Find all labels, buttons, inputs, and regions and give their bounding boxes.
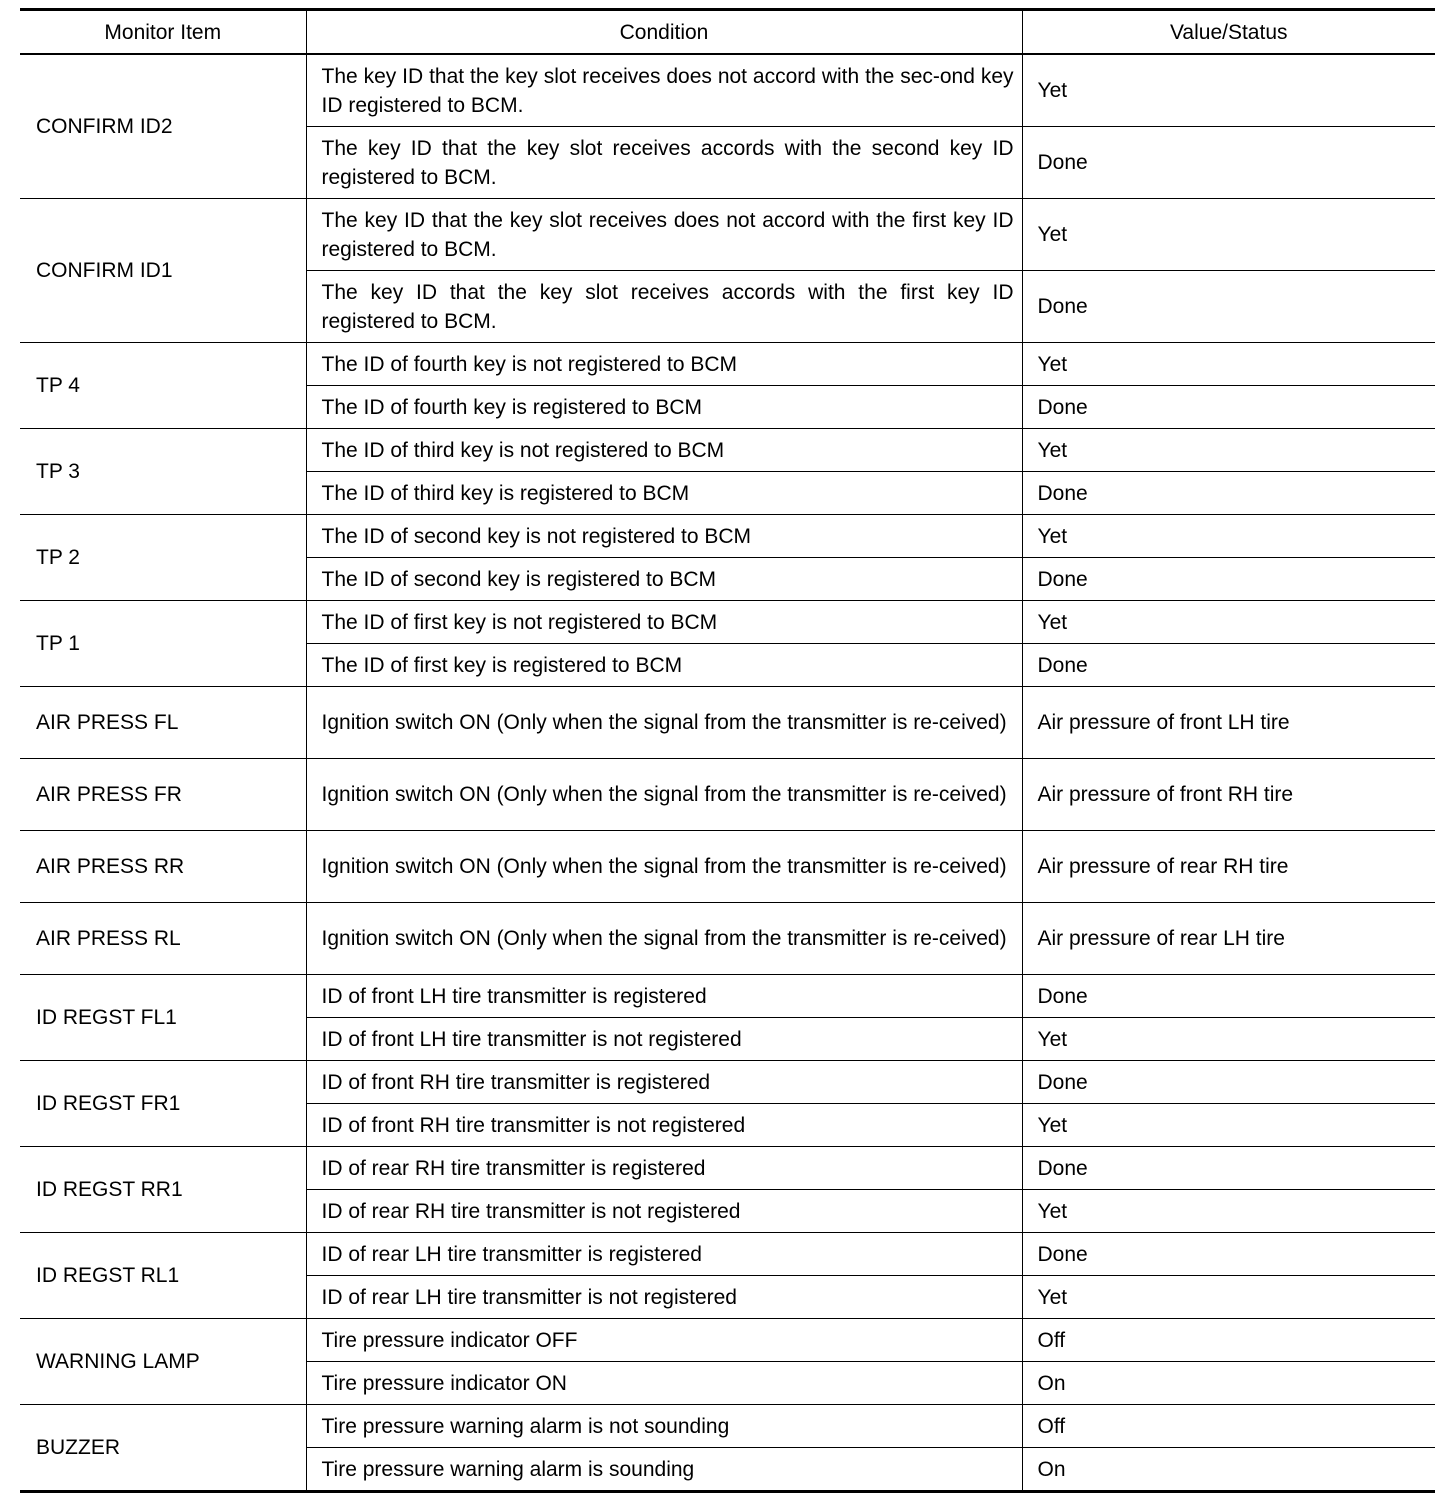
value-status-cell: Done <box>1022 644 1435 687</box>
value-status-cell: Air pressure of front LH tire <box>1022 687 1435 759</box>
table-body <box>20 54 1435 1492</box>
condition-cell: The ID of fourth key is registered to BCM <box>306 386 1022 429</box>
condition-cell: The key ID that the key slot receives accords with the second key ID registered to BCM. <box>306 127 1022 199</box>
condition-cell: Tire pressure warning alarm is not sounding <box>306 1405 1022 1448</box>
condition-cell: ID of front LH tire transmitter is registered <box>306 975 1022 1018</box>
value-status-cell: Done <box>1022 1233 1435 1276</box>
value-status-cell: On <box>1022 1448 1435 1492</box>
value-status-cell: Air pressure of rear LH tire <box>1022 903 1435 975</box>
table-row <box>20 199 1435 271</box>
value-status-cell: Yet <box>1022 515 1435 558</box>
condition-cell: ID of rear LH tire transmitter is not registered <box>306 1276 1022 1319</box>
value-status-cell: Done <box>1022 386 1435 429</box>
table-row <box>20 343 1435 386</box>
value-status-cell: Yet <box>1022 343 1435 386</box>
condition-cell: Tire pressure warning alarm is sounding <box>306 1448 1022 1492</box>
table-row <box>20 687 1435 759</box>
monitor-item-cell: AIR PRESS RR <box>20 831 306 903</box>
monitor-item-cell: TP 3 <box>20 429 306 515</box>
condition-cell: ID of rear LH tire transmitter is registered <box>306 1233 1022 1276</box>
monitor-item-cell: ID REGST FL1 <box>20 975 306 1061</box>
monitor-item-cell: AIR PRESS FR <box>20 759 306 831</box>
condition-cell: The key ID that the key slot receives accords with the first key ID registered to BCM. <box>306 271 1022 343</box>
value-status-cell: Done <box>1022 1061 1435 1104</box>
condition-cell: The ID of first key is registered to BCM <box>306 644 1022 687</box>
condition-cell: Ignition switch ON (Only when the signal from the transmitter is re-ceived) <box>306 687 1022 759</box>
value-status-cell: Yet <box>1022 429 1435 472</box>
condition-cell: The ID of third key is not registered to BCM <box>306 429 1022 472</box>
table-row <box>20 1319 1435 1362</box>
condition-cell: The ID of first key is not registered to BCM <box>306 601 1022 644</box>
table-row <box>20 515 1435 558</box>
value-status-cell: Done <box>1022 127 1435 199</box>
monitor-item-cell: ID REGST RL1 <box>20 1233 306 1319</box>
condition-cell: ID of front RH tire transmitter is not registered <box>306 1104 1022 1147</box>
header-value-status: Value/Status <box>1022 10 1435 55</box>
condition-cell: Tire pressure indicator ON <box>306 1362 1022 1405</box>
value-status-cell: Air pressure of rear RH tire <box>1022 831 1435 903</box>
condition-cell: ID of front RH tire transmitter is registered <box>306 1061 1022 1104</box>
table-row <box>20 1147 1435 1190</box>
header-condition: Condition <box>306 10 1022 55</box>
condition-cell: ID of rear RH tire transmitter is not registered <box>306 1190 1022 1233</box>
value-status-cell: Yet <box>1022 1104 1435 1147</box>
monitor-item-cell: ID REGST RR1 <box>20 1147 306 1233</box>
value-status-cell: Done <box>1022 558 1435 601</box>
condition-cell: The ID of second key is not registered to BCM <box>306 515 1022 558</box>
monitor-item-cell: CONFIRM ID2 <box>20 54 306 199</box>
condition-cell: Tire pressure indicator OFF <box>306 1319 1022 1362</box>
value-status-cell: Air pressure of front RH tire <box>1022 759 1435 831</box>
condition-cell: The ID of third key is registered to BCM <box>306 472 1022 515</box>
table-header <box>20 10 1435 55</box>
value-status-cell: Yet <box>1022 1018 1435 1061</box>
value-status-cell: Yet <box>1022 199 1435 271</box>
condition-cell: The ID of second key is registered to BCM <box>306 558 1022 601</box>
condition-cell: The key ID that the key slot receives does not accord with the sec-ond key ID registered to BCM. <box>306 54 1022 127</box>
monitor-item-cell: BUZZER <box>20 1405 306 1492</box>
value-status-cell: Yet <box>1022 54 1435 127</box>
condition-cell: The ID of fourth key is not registered to BCM <box>306 343 1022 386</box>
table-row <box>20 1233 1435 1276</box>
condition-cell: ID of front LH tire transmitter is not registered <box>306 1018 1022 1061</box>
table-row <box>20 429 1435 472</box>
condition-cell: The key ID that the key slot receives does not accord with the first key ID registered to BCM. <box>306 199 1022 271</box>
value-status-cell: Off <box>1022 1405 1435 1448</box>
table-row <box>20 1061 1435 1104</box>
monitor-item-table <box>20 8 1435 1493</box>
table-row <box>20 903 1435 975</box>
table-row <box>20 975 1435 1018</box>
monitor-item-cell: ID REGST FR1 <box>20 1061 306 1147</box>
value-status-cell: Done <box>1022 1147 1435 1190</box>
value-status-cell: Done <box>1022 472 1435 515</box>
monitor-item-cell: TP 1 <box>20 601 306 687</box>
value-status-cell: On <box>1022 1362 1435 1405</box>
monitor-item-cell: AIR PRESS FL <box>20 687 306 759</box>
value-status-cell: Yet <box>1022 601 1435 644</box>
monitor-item-cell: TP 2 <box>20 515 306 601</box>
value-status-cell: Done <box>1022 975 1435 1018</box>
condition-cell: ID of rear RH tire transmitter is registered <box>306 1147 1022 1190</box>
monitor-item-cell: TP 4 <box>20 343 306 429</box>
condition-cell: Ignition switch ON (Only when the signal from the transmitter is re-ceived) <box>306 903 1022 975</box>
table-row <box>20 759 1435 831</box>
value-status-cell: Yet <box>1022 1190 1435 1233</box>
value-status-cell: Done <box>1022 271 1435 343</box>
table-row <box>20 1405 1435 1448</box>
condition-cell: Ignition switch ON (Only when the signal from the transmitter is re-ceived) <box>306 831 1022 903</box>
value-status-cell: Off <box>1022 1319 1435 1362</box>
table-row <box>20 601 1435 644</box>
monitor-item-cell: CONFIRM ID1 <box>20 199 306 343</box>
monitor-item-cell: WARNING LAMP <box>20 1319 306 1405</box>
condition-cell: Ignition switch ON (Only when the signal from the transmitter is re-ceived) <box>306 759 1022 831</box>
header-row <box>20 10 1435 55</box>
table-row <box>20 54 1435 127</box>
value-status-cell: Yet <box>1022 1276 1435 1319</box>
header-monitor-item: Monitor Item <box>20 10 306 55</box>
table-row <box>20 831 1435 903</box>
monitor-item-cell: AIR PRESS RL <box>20 903 306 975</box>
